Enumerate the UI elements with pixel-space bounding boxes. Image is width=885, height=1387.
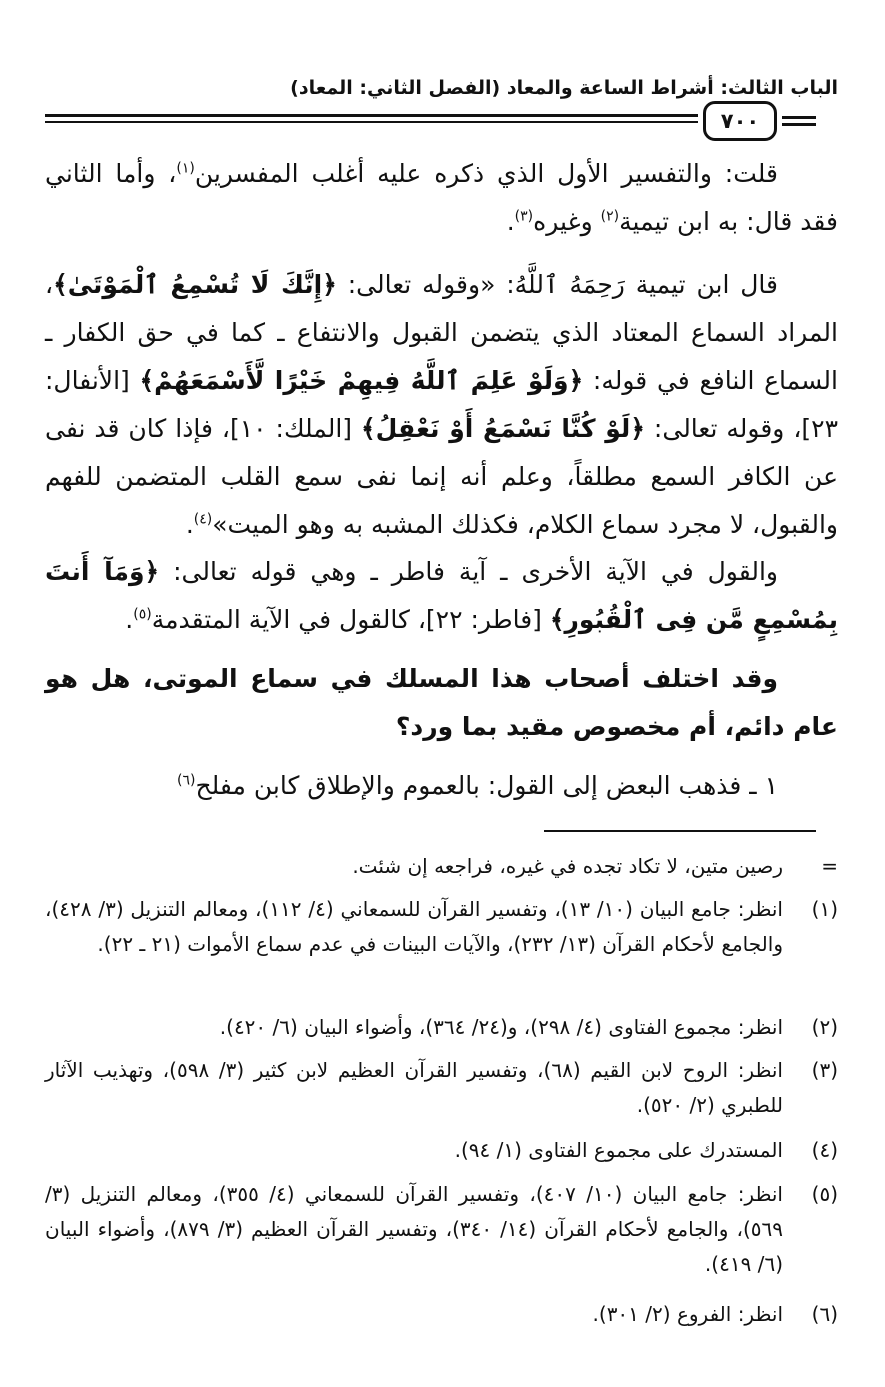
footnote-separator — [544, 830, 816, 832]
footnote-continuation — [45, 849, 838, 884]
footnote-6 — [45, 1297, 838, 1332]
footnote-marker: = — [821, 854, 838, 878]
footnote-4 — [45, 1133, 838, 1168]
footnote-ref-4: (٤) — [193, 511, 213, 528]
quran-verse-4: ﴿وَمَآ أَنتَ بِمُسْمِعٍ مَّن فِى ٱلْقُبُورِ﴾ — [45, 557, 838, 634]
footnote-marker: (٤) — [811, 1138, 838, 1162]
footnote-ref-3: (٣) — [514, 208, 534, 225]
paragraph-3: والقول في الآية الأخرى ـ آية فاطر ـ وهي قوله تعالى: ﴿وَمَآ أَنتَ بِمُسْمِعٍ مَّن فِى ٱلْقُبُورِ﴾ [فاطر: ٢٢]، كالقول في الآية المتقدمة$^{(٥)}$. — [45, 557, 838, 634]
footnote-3 — [45, 1053, 838, 1123]
footnote-marker: (١) — [811, 897, 838, 921]
footnote-marker: (٢) — [811, 1015, 838, 1039]
quran-verse-2: ﴿وَلَوْ عَلِمَ ٱللَّهُ فِيهِمْ خَيْرًا لَّأَسْمَعَهُمْ﴾ — [139, 366, 584, 395]
page-number — [703, 101, 777, 141]
footnote-ref-5: (٥) — [133, 606, 152, 623]
footnote-text: المستدرك على مجموع الفتاوى (١/ ٩٤). — [454, 1138, 783, 1162]
footnote-text: انظر: جامع البيان (١٠/ ١٣)، وتفسير القرآن للسمعاني (٤/ ١١٢)، ومعالم التنزيل (٣/ ٤٢٨)، والجامع لأحكام القرآن (١٣/ ٢٣٢)، والآيات البينات في عدم سماع الأموات (٢١ ـ ٢٢). — [45, 897, 783, 956]
quran-verse-3: ﴿لَوْ كُنَّا نَسْمَعُ أَوْ نَعْقِلُ﴾ — [361, 414, 645, 443]
running-title: الباب الثالث: أشراط الساعة والمعاد (الفصل الثاني: المعاد) — [290, 77, 838, 99]
footnote-2 — [45, 1010, 838, 1045]
footnote-text: انظر: جامع البيان (١٠/ ٤٠٧)، وتفسير القرآن للسمعاني (٤/ ٣٥٥)، ومعالم التنزيل (٣/ ٥٦٩)، والجامع لأحكام القرآن (١٤/ ٣٤٠)، وتفسير القرآن العظيم (٣/ ٨٧٩)، وأضواء البيان (٦/ ٤١٩). — [45, 1182, 783, 1276]
footnote-ref-6: (٦) — [176, 772, 196, 789]
footnote-text: رصين متين، لا تكاد تجده في غيره، فراجعه إن شئت. — [352, 854, 783, 878]
footnote-text: انظر: الروح لابن القيم (٦٨)، وتفسير القرآن العظيم لابن كثير (٣/ ٥٩٨)، وتهذيب الآثار للطبري (٢/ ٥٢٠). — [45, 1058, 783, 1117]
footnote-ref-1: (١) — [176, 160, 195, 177]
footnote-marker: (٦) — [811, 1302, 838, 1326]
header-rule-top — [45, 114, 698, 117]
paragraph-1: قلت: والتفسير الأول الذي ذكره عليه أغلب المفسرين$^{(١)}$، وأما الثاني فقد قال: به ابن تيمية$^{(٢)}$ وغيره$^{(٣)}$. — [45, 159, 838, 236]
page-number-ornament — [782, 116, 816, 126]
paragraph-2-quote: قال ابن تيمية رَحِمَهُ ٱللَّهُ: «وقوله تعالى: ﴿إِنَّكَ لَا تُسْمِعُ ٱلْمَوْتَىٰ﴾، المراد السماع المعتاد الذي يتضمن القبول والانتفاع ـ كما في حق الكفار ـ السماع النافع في قوله: ﴿وَلَوْ عَلِمَ ٱللَّهُ فِيهِمْ خَيْرًا لَّأَسْمَعَهُمْ﴾ [الأنفال: ٢٣]، وقوله تعالى: ﴿لَوْ كُنَّا نَسْمَعُ أَوْ نَعْقِلُ﴾ [الملك: ١٠]، فإذا كان قد نفى عن الكافر السمع مطلقاً، وعلم أنه إنما نفى سمع القلب المتضمن للفهم والقبول، لا مجرد سماع الكلام، فكذلك المشبه به وهو الميت»$^{(٤)}$. — [45, 270, 838, 539]
footnote-text: انظر: الفروع (٢/ ٣٠١). — [592, 1302, 783, 1326]
footnote-5 — [45, 1177, 838, 1282]
quran-verse-1: ﴿إِنَّكَ لَا تُسْمِعُ ٱلْمَوْتَىٰ﴾ — [53, 270, 337, 299]
footnote-marker: (٥) — [811, 1182, 838, 1206]
paragraph-4-bold: وقد اختلف أصحاب هذا المسلك في سماع الموتى، هل هو عام دائم، أم مخصوص مقيد بما ورد؟ — [45, 664, 838, 741]
footnote-1 — [45, 892, 838, 962]
footnote-ref-2: (٢) — [600, 208, 620, 225]
footnote-marker: (٣) — [811, 1058, 838, 1082]
page-number-text: ٧٠٠ — [720, 109, 760, 133]
header-rule-bottom — [45, 121, 698, 123]
footnote-text: انظر: مجموع الفتاوى (٤/ ٢٩٨)، و(٢٤/ ٣٦٤)، وأضواء البيان (٦/ ٤٢٠). — [219, 1015, 783, 1039]
paragraph-5: ١ ـ فذهب البعض إلى القول: بالعموم والإطلاق كابن مفلح$^{(٦)}$ — [176, 771, 778, 800]
